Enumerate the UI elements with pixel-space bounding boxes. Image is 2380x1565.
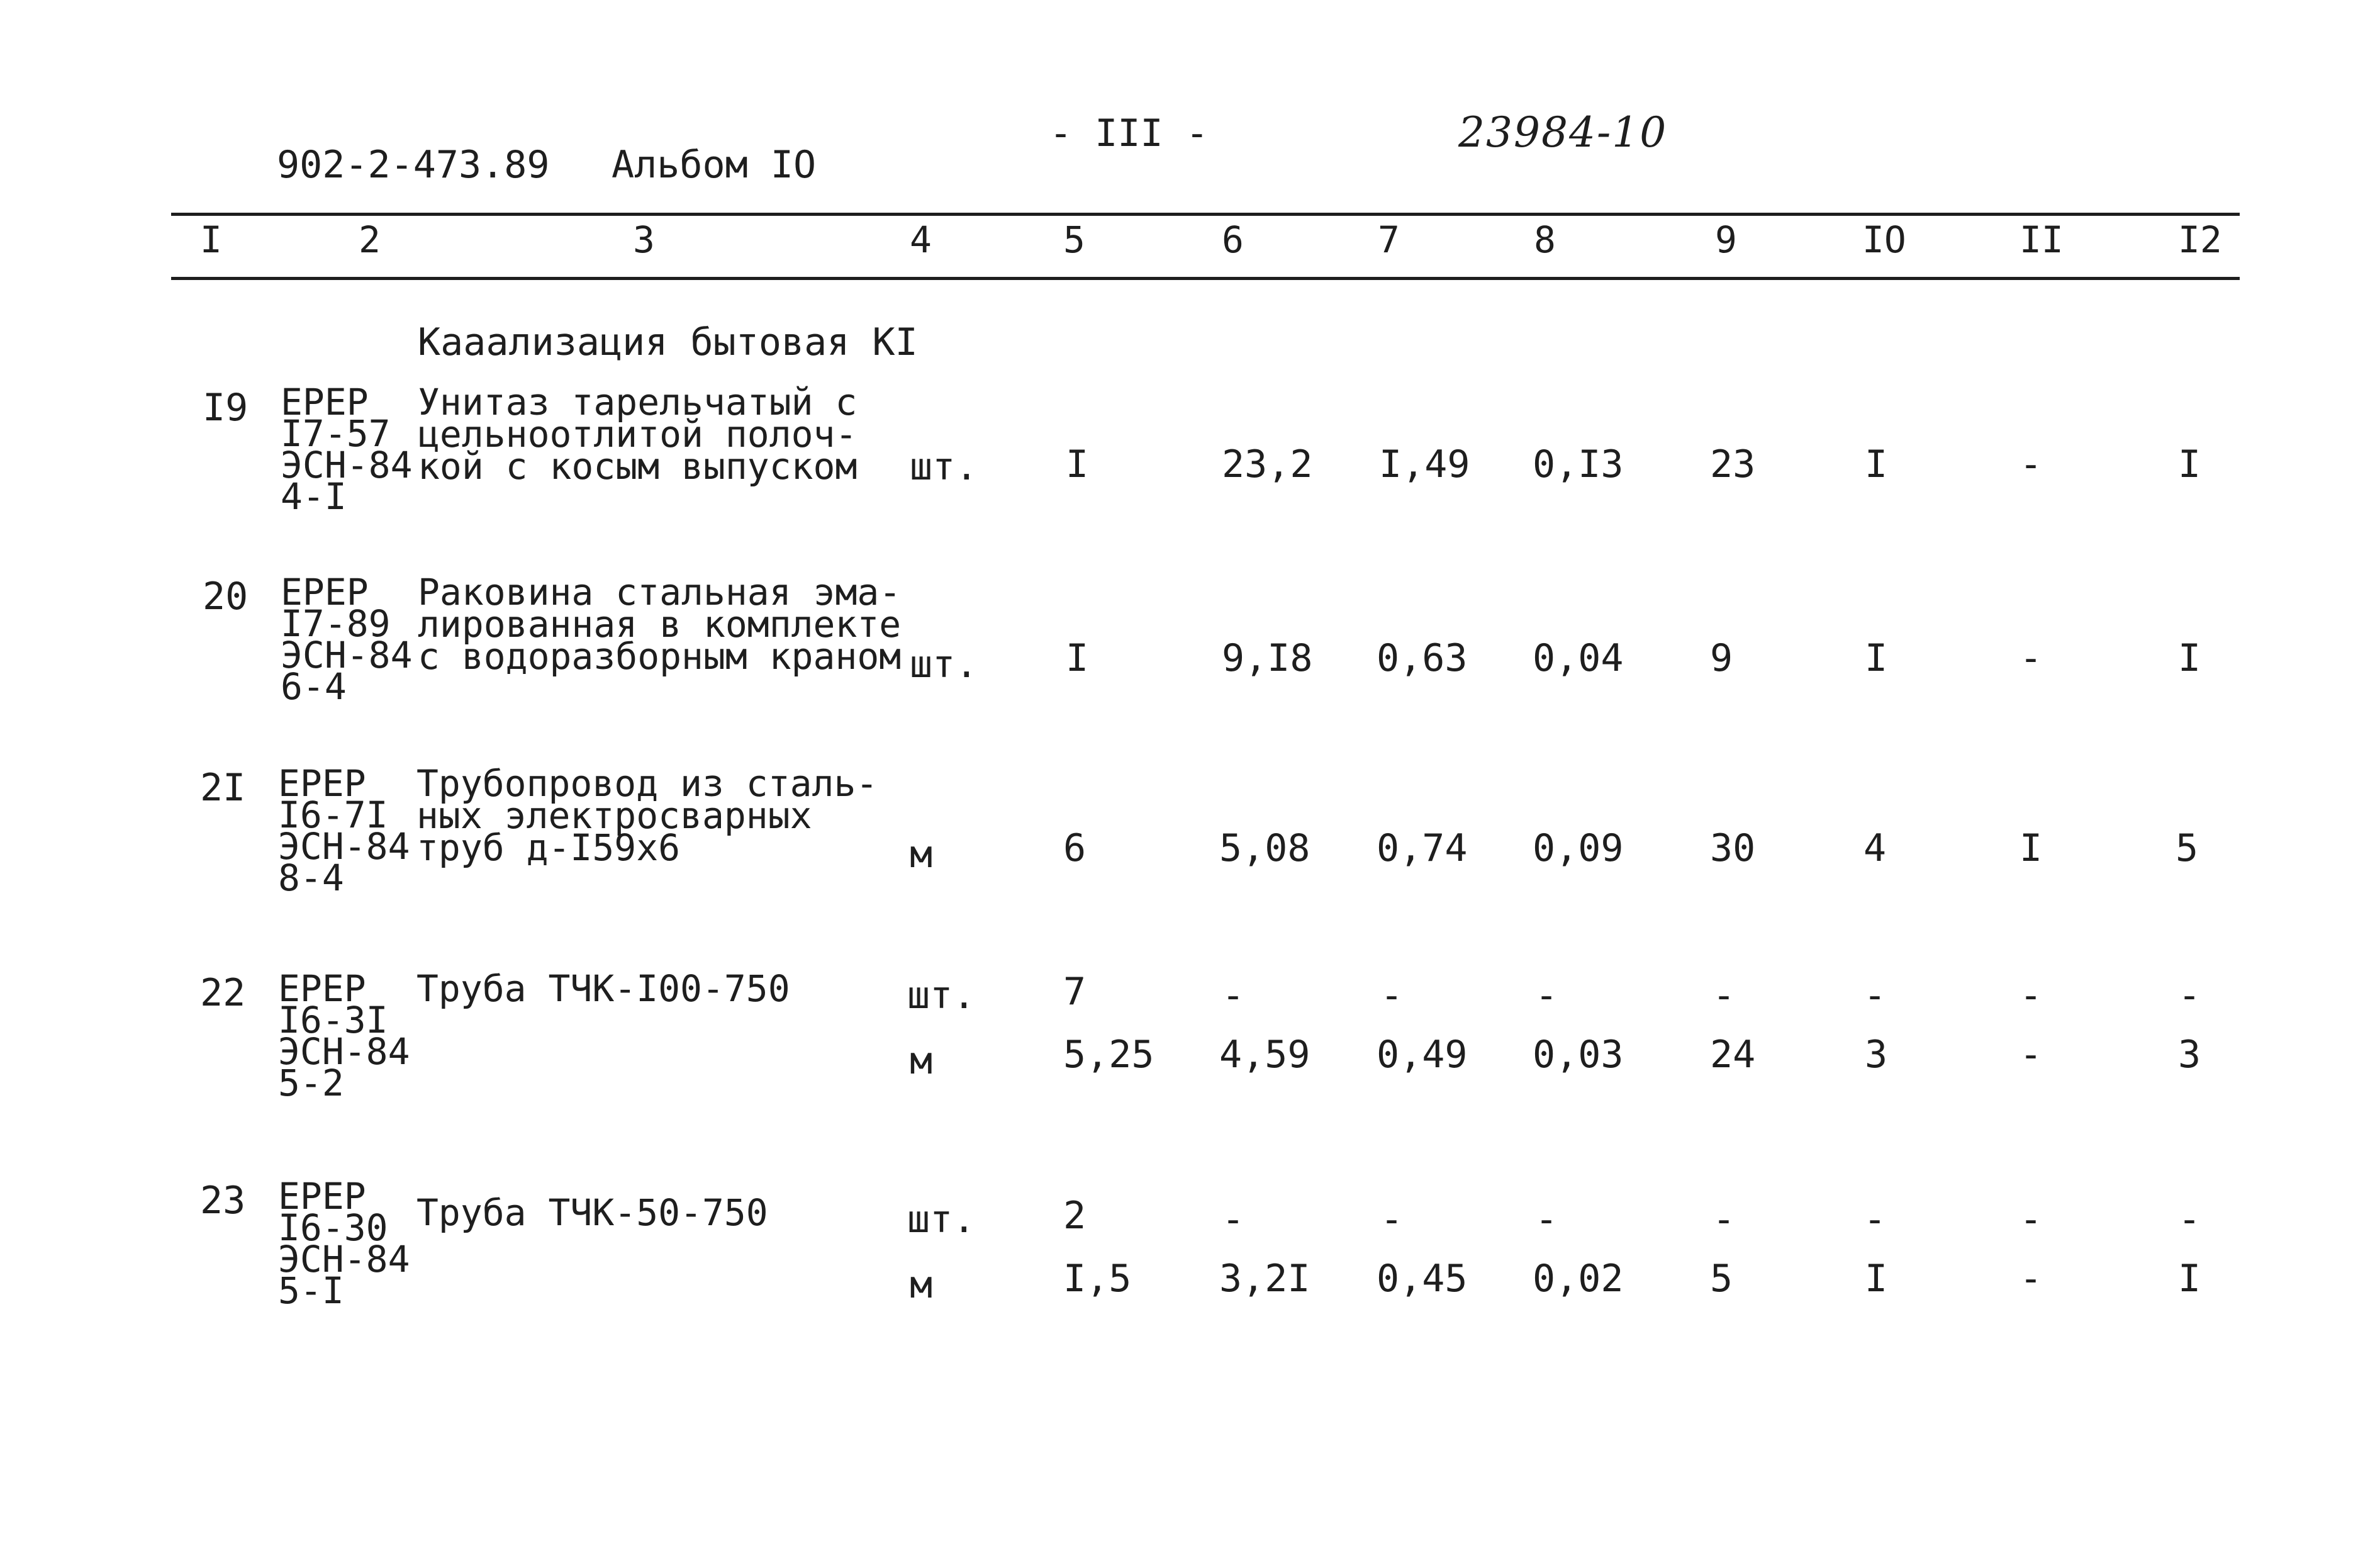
column-number-9: 9 [1715,218,1737,261]
col5-cell: 7 [1063,970,1087,1014]
col7-cell: 0,45 [1377,1257,1468,1301]
code-line: ЕРЕР [281,381,369,424]
code-line: I7-89 [281,602,391,645]
description-line: цельноотлитой полоч- [418,413,858,456]
col9-cell: 5 [1710,1257,1733,1301]
code-line: ЭСН-84 [278,825,410,868]
col7-cell: 0,74 [1377,826,1468,870]
code-line: ЭСН-84 [278,1238,410,1281]
col9-cell: 24 [1710,1033,1756,1077]
code-line: ЕРЕР [281,571,369,614]
col5-cell: I,5 [1063,1257,1132,1301]
col11-cell: - [2020,636,2043,680]
col8-cell: 0,09 [1533,826,1624,870]
row-number: 2I [200,766,246,810]
column-number-11: II [2020,218,2064,261]
row-code [278,1175,410,1312]
description-line: с водоразборным краном [418,635,902,678]
col10-cell: I [1865,442,1888,486]
col11-cell: I [2020,826,2043,870]
col6-cell: 3,2I [1219,1257,1310,1301]
col6-cell: 4,59 [1219,1033,1310,1077]
code-line: ЕРЕР [278,1175,366,1218]
col9-cell: - [1712,973,1736,1018]
description-line: Трубопровод из сталь- [416,762,878,805]
col9-cell: 9 [1710,636,1733,680]
unit-cell: шт. [907,973,976,1018]
unit-cell: шт. [910,445,978,489]
col6-cell: 5,08 [1219,826,1310,870]
col5-cell: 5,25 [1063,1033,1154,1077]
col6-cell: 9,I8 [1222,636,1313,680]
document-number: 902-2-473.89 [277,143,550,187]
column-number-6: 6 [1222,218,1244,261]
header-top-rule [171,213,2240,216]
col7-cell: - [1380,973,1404,1018]
col8-cell: 0,I3 [1533,442,1624,486]
description-line: Труба ТЧК-I00-750 [416,967,790,1010]
row-description [418,571,902,678]
col5-cell: I [1066,636,1089,680]
col11-cell: - [2020,1257,2043,1301]
row-description [416,967,790,1010]
col12-cell: 5 [2176,826,2199,870]
code-line: ЕРЕР [278,762,366,805]
column-number-10: IO [1862,218,1906,261]
description-line: Раковина стальная эма- [418,571,902,614]
column-number-12: I2 [2178,218,2222,261]
col11-cell: - [2020,1198,2043,1242]
column-number-1: I [200,218,222,261]
column-number-7: 7 [1378,218,1400,261]
row-number: I9 [203,386,249,430]
unit-cell: м [910,833,933,877]
col11-cell: - [2020,973,2043,1018]
col8-cell: - [1535,973,1558,1018]
code-line: ЭСН-84 [278,1030,410,1073]
col11-cell: - [2020,442,2043,486]
col10-cell: - [1863,973,1887,1018]
description-line: Унитаз тарельчатый с [418,381,858,424]
header-bottom-rule [171,277,2240,280]
col5-cell: I [1066,442,1089,486]
code-line: 5-I [278,1269,344,1312]
col12-cell: I [2178,1257,2201,1301]
col9-cell: 23 [1710,442,1756,486]
col5-cell: 6 [1063,826,1087,870]
description-line: кой с косым выпуском [418,445,858,488]
col7-cell: 0,49 [1377,1033,1468,1077]
description-line: труб д-I59х6 [416,826,681,869]
description-line: Труба ТЧК-50-750 [416,1191,768,1234]
col12-cell: 3 [2178,1033,2201,1077]
column-number-5: 5 [1063,218,1085,261]
row-code [278,967,410,1104]
col8-cell: - [1535,1198,1558,1242]
col9-cell: 30 [1710,826,1756,870]
col12-cell: - [2178,1198,2201,1242]
row-code [281,381,413,518]
code-line: ЭСН-84 [281,444,413,486]
column-number-3: 3 [633,218,655,261]
unit-cell: шт. [907,1198,976,1242]
code-line: I6-3I [278,999,388,1041]
col5-cell: 2 [1063,1194,1087,1238]
col8-cell: 0,03 [1533,1033,1624,1077]
col10-cell: 3 [1865,1033,1888,1077]
column-number-4: 4 [910,218,932,261]
row-number: 20 [203,575,249,619]
unit-cell: шт. [910,642,978,687]
col6-cell: - [1222,973,1245,1018]
code-line: I6-30 [278,1206,388,1249]
col6-cell: - [1222,1198,1245,1242]
handwritten-stamp: 23984-10 [1458,108,1668,157]
column-number-8: 8 [1534,218,1556,261]
section-title: Кааализация бытовая КI [418,320,918,364]
unit-cell: м [910,1263,933,1307]
col7-cell: 0,63 [1377,636,1468,680]
album-label: Альбом IO [612,143,817,187]
row-number: 22 [200,971,246,1015]
code-line: 6-4 [281,665,347,708]
code-line: 4-I [281,475,347,518]
col6-cell: 23,2 [1222,442,1313,486]
row-number: 23 [200,1179,246,1223]
col10-cell: I [1865,1257,1888,1301]
code-line: I7-57 [281,412,391,455]
col10-cell: I [1865,636,1888,680]
column-number-2: 2 [359,218,381,261]
row-code [278,762,410,899]
row-code [281,571,413,708]
code-line: ЭСН-84 [281,634,413,676]
row-description [418,381,858,488]
col8-cell: 0,02 [1533,1257,1624,1301]
row-description [416,762,878,869]
col11-cell: - [2020,1033,2043,1077]
col12-cell: I [2178,442,2201,486]
col12-cell: I [2178,636,2201,680]
code-line: 8-4 [278,856,344,899]
row-description [416,1191,768,1234]
col8-cell: 0,04 [1533,636,1624,680]
code-line: ЕРЕР [278,967,366,1010]
col9-cell: - [1712,1198,1736,1242]
code-line: 5-2 [278,1062,344,1104]
code-line: I6-7I [278,794,388,836]
col7-cell: - [1380,1198,1404,1242]
unit-cell: м [910,1039,933,1083]
description-line: лированная в комплекте [418,603,902,646]
description-line: ных электросварных [416,794,812,837]
col12-cell: - [2178,973,2201,1018]
col10-cell: 4 [1863,826,1887,870]
col10-cell: - [1863,1198,1887,1242]
page-number: - III - [1049,111,1209,155]
col7-cell: I,49 [1379,442,1470,486]
